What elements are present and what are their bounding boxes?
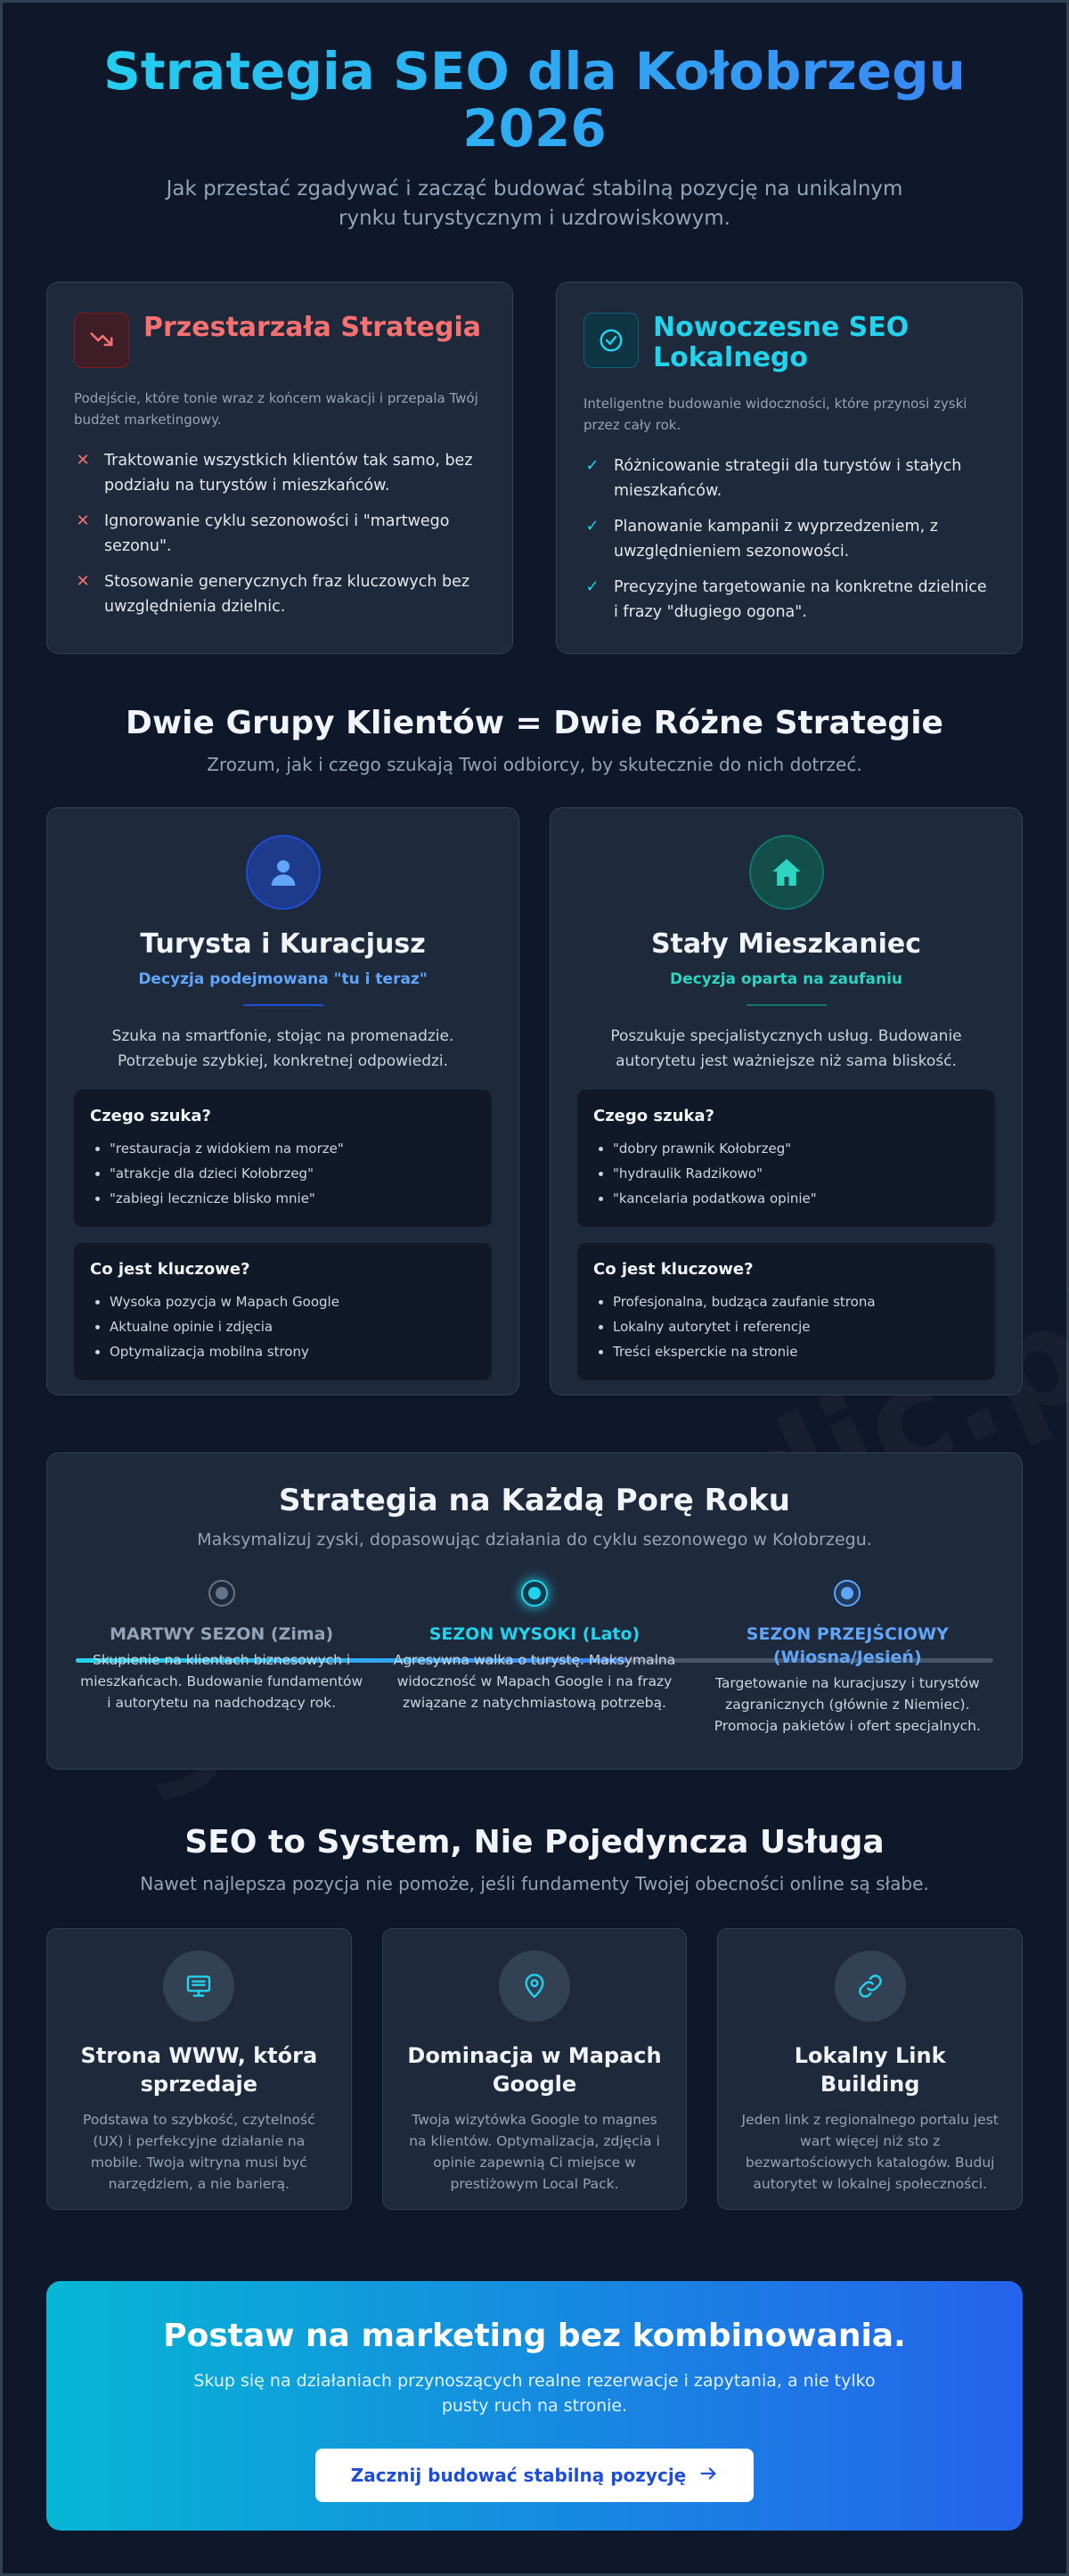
season-summer — [378, 1580, 690, 1737]
page-title: Strategia SEO dla Kołobrzegu 2026 — [46, 43, 1023, 157]
season-description: Agresywna walka o turystę. Maksymalna widoczność w Mapach Google i na frazy związane z natychmiastową potrzebą. — [393, 1652, 676, 1711]
list-item: ✓ Różnicowanie strategii dla turystów i stałych mieszkańców. — [583, 454, 995, 503]
user-icon — [246, 835, 321, 910]
key-box-title: Co jest kluczowe? — [90, 1260, 250, 1279]
new-strategy-card — [556, 282, 1023, 654]
season-dot — [208, 1580, 235, 1607]
list-item: • "restauracja z widokiem na morze" — [110, 1136, 476, 1161]
tourist-card — [46, 807, 519, 1395]
season-description: Targetowanie na kuracjuszy i turystów zagranicznych (głównie z Niemiec). Promocja pakietów i ofert specjalnych. — [714, 1675, 981, 1734]
season-dot — [521, 1580, 548, 1607]
list-item: ✕ Stosowanie generycznych fraz kluczowych bez uwzględnienia dzielnic. — [74, 569, 486, 619]
groups-subtitle: Zrozum, jak i czego szukają Twoi odbiorcy, by skutecznie do nich dotrzeć. — [207, 754, 862, 775]
list-item: • "hydraulik Radzikowo" — [613, 1161, 979, 1186]
season-name: SEZON PRZEJŚCIOWY (Wiosna/Jesień) — [746, 1624, 949, 1667]
resident-description: Poszukuje specjalistycznych usług. Budowanie autorytetu jest ważniejsze niż sama bliskość. — [610, 1027, 962, 1070]
seasons-subtitle: Maksymalizuj zyski, dopasowując działania do cyklu sezonowego w Kołobrzegu. — [197, 1530, 872, 1550]
list-item: • Aktualne opinie i zdjęcia — [110, 1314, 476, 1339]
groups-header — [46, 704, 1023, 777]
season-winter — [65, 1580, 378, 1737]
map-pin-icon — [499, 1950, 570, 2022]
list-item: • "zabiegi lecznicze blisko mnie" — [110, 1186, 476, 1211]
list-item: • "atrakcje dla dzieci Kołobrzeg" — [110, 1161, 476, 1186]
season-name: MARTWY SEZON (Zima) — [110, 1624, 334, 1644]
groups-section — [46, 807, 1023, 1395]
list-item: • Wysoka pozycja w Mapach Google — [110, 1289, 476, 1314]
monitor-icon — [163, 1950, 234, 2022]
search-box-title: Czego szuka? — [90, 1107, 211, 1125]
cross-icon: ✕ — [76, 451, 90, 470]
tourist-title: Turysta i Kuracjusz — [140, 928, 426, 960]
list-item: ✓ Precyzyjne targetowanie na konkretne dzielnice i frazy "długiego ogona". — [583, 575, 995, 625]
check-icon: ✓ — [585, 517, 600, 536]
card-title: Lokalny Link Building — [794, 2043, 946, 2097]
list-item: ✕ Ignorowanie cyklu sezonowości i "martwego sezonu". — [74, 509, 486, 559]
cta-section — [46, 2281, 1023, 2531]
check-icon: ✓ — [585, 456, 600, 475]
tourist-search-box — [74, 1090, 492, 1227]
list-item: • Profesjonalna, budząca zaufanie strona — [613, 1289, 979, 1314]
cross-icon: ✕ — [76, 572, 90, 591]
card-title: Dominacja w Mapach Google — [407, 2043, 662, 2097]
link-building-card — [717, 1928, 1023, 2210]
cta-button-label: Zacznij budować stabilną pozycję — [350, 2465, 687, 2486]
divider — [747, 1004, 827, 1006]
check-circle-icon — [583, 313, 639, 368]
resident-search-box — [577, 1090, 995, 1227]
system-header — [46, 1823, 1023, 1896]
list-item: • "kancelaria podatkowa opinie" — [613, 1186, 979, 1211]
season-dot — [834, 1580, 861, 1607]
list-item: • Optymalizacja mobilna strony — [110, 1339, 476, 1364]
divider — [243, 1004, 323, 1006]
tourist-key-box — [74, 1243, 492, 1380]
new-strategy-description: Inteligentne budowanie widoczności, które przynosi zyski przez cały rok. — [583, 396, 967, 433]
old-strategy-card — [46, 282, 513, 654]
system-section — [46, 1928, 1023, 2210]
arrow-right-icon — [698, 2464, 718, 2488]
season-transition — [691, 1580, 1004, 1737]
maps-card — [382, 1928, 688, 2210]
cta-subtitle: Skup się na działaniach przynoszących realne rezerwacje i zapytania, a nie tylko pusty ruch na stronie. — [193, 2371, 876, 2416]
list-item: • Lokalny autorytet i referencje — [613, 1314, 979, 1339]
tourist-tag: Decyzja podejmowana "tu i teraz" — [138, 970, 428, 988]
trend-down-icon — [74, 313, 129, 368]
cross-icon: ✕ — [76, 511, 90, 530]
cta-title: Postaw na marketing bez kombinowania. — [163, 2318, 906, 2354]
link-icon — [835, 1950, 906, 2022]
seasons-title: Strategia na Każdą Porę Roku — [278, 1483, 790, 1518]
tourist-description: Szuka na smartfonie, stojąc na promenadzie. Potrzebuje szybkiej, konkretnej odpowiedzi. — [111, 1027, 454, 1070]
website-card — [46, 1928, 352, 2210]
old-strategy-description: Podejście, które tonie wraz z końcem wakacji i przepala Twój budżet marketingowy. — [74, 390, 478, 428]
seasons-section — [46, 1452, 1023, 1770]
list-item: • Treści eksperckie na stronie — [613, 1339, 979, 1364]
card-title: Strona WWW, która sprzedaje — [80, 2043, 318, 2097]
list-item: • "dobry prawnik Kołobrzeg" — [613, 1136, 979, 1161]
card-description: Jeden link z regionalnego portalu jest wart więcej niż sto z bezwartościowych katalogów. Buduj autorytet w lokalnej społeczności. — [741, 2112, 999, 2192]
old-strategy-title: Przestarzała Strategia — [143, 312, 482, 343]
season-description: Skupienie na klientach biznesowych i mieszkańcach. Budowanie fundamentów i autorytetu na nadchodzący rok. — [80, 1652, 363, 1711]
hero-section — [46, 43, 1023, 233]
groups-title: Dwie Grupy Klientów = Dwie Różne Strategie — [126, 705, 943, 741]
comparison-section — [46, 282, 1023, 654]
new-strategy-title: Nowoczesne SEO Lokalnego — [653, 312, 910, 373]
system-subtitle: Nawet najlepsza pozycja nie pomoże, jeśli fundamenty Twojej obecności online są słabe. — [140, 1873, 929, 1894]
page-subtitle: Jak przestać zgadywać i zacząć budować stabilną pozycję na unikalnym rynku turystycznym i uzdrowiskowym. — [166, 177, 903, 230]
resident-key-box — [577, 1243, 995, 1380]
list-item: ✕ Traktowanie wszystkich klientów tak samo, bez podziału na turystów i mieszkańców. — [74, 448, 486, 498]
resident-tag: Decyzja oparta na zaufaniu — [670, 970, 902, 988]
home-icon — [749, 835, 824, 910]
card-description: Podstawa to szybkość, czytelność (UX) i perfekcyjne działanie na mobile. Twoja witryna musi być narzędziem, a nie barierą. — [83, 2112, 315, 2192]
check-icon: ✓ — [585, 577, 600, 596]
key-box-title: Co jest kluczowe? — [593, 1260, 754, 1279]
card-description: Twoja wizytówka Google to magnes na klientów. Optymalizacja, zdjęcia i opinie zapewnią Ci miejsce w prestiżowym Local Pack. — [409, 2112, 660, 2192]
system-title: SEO to System, Nie Pojedyncza Usługa — [184, 1824, 885, 1860]
list-item: ✓ Planowanie kampanii z wyprzedzeniem, z uwzględnieniem sezonowości. — [583, 514, 995, 564]
resident-title: Stały Mieszkaniec — [650, 928, 922, 960]
search-box-title: Czego szuka? — [593, 1107, 714, 1125]
season-name: SEZON WYSOKI (Lato) — [428, 1624, 641, 1644]
resident-card — [550, 807, 1023, 1395]
cta-button[interactable] — [315, 2449, 755, 2502]
